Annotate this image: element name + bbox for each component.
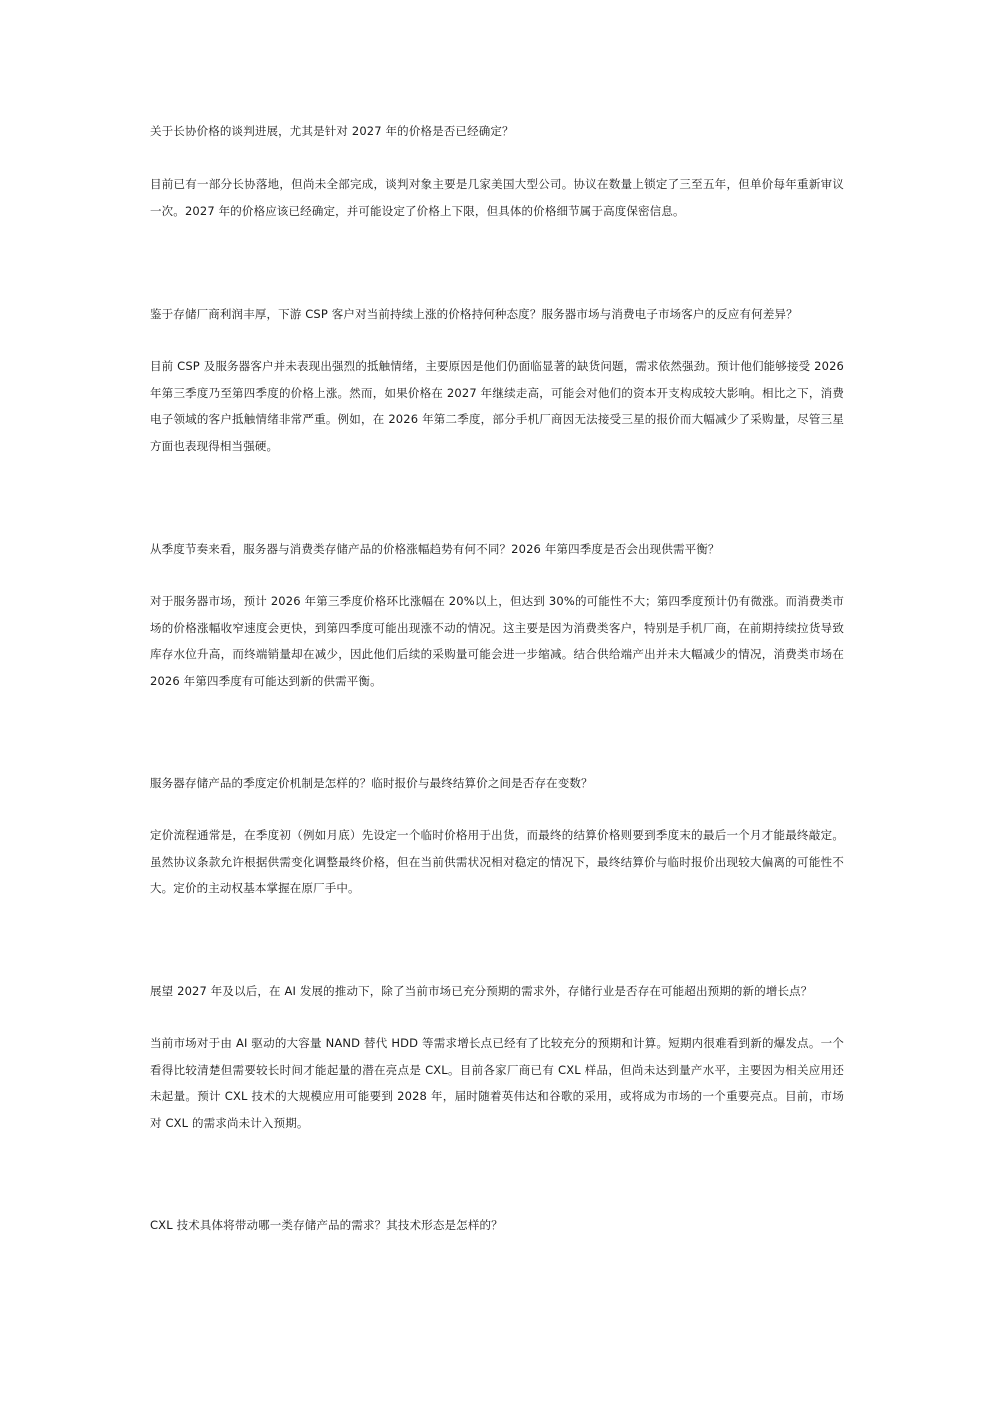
question-4: 服务器存储产品的季度定价机制是怎样的？临时报价与最终结算价之间是否存在变数？ (150, 776, 593, 790)
answer-2: 目前 CSP 及服务器客户并未表现出强烈的抵触情绪，主要原因是他们仍面临显著的缺货问题，需求依然强劲。预计他们能够接受 2026 年第三季度乃至第四季度的价格上涨。然而，如果价格在 2027 年继续走高，可能会对他们的资本开支构成较大影响。相比之下，消费电子领域的客户抵触情绪非常严重。例如，在 2026 年第二季度，部分手机厂商因无法接受三星的报价而大幅减少了采购量，尽管三星方面也表现得相当强硬。 (150, 359, 844, 453)
answer-3: 对于服务器市场，预计 2026 年第三季度价格环比涨幅在 20%以上，但达到 30%的可能性不大；第四季度预计仍有微涨。而消费类市场的价格涨幅收窄速度会更快，到第四季度可能出现涨不动的情况。这主要是因为消费类客户，特别是手机厂商，在前期持续拉货导致库存水位升高，而终端销量却在减少，因此他们后续的采购量可能会进一步缩减。结合供给端产出并未大幅减少的情况，消费类市场在 2026 年第四季度有可能达到新的供需平衡。 (150, 594, 844, 688)
question-2: 鉴于存储厂商利润丰厚，下游 CSP 客户对当前持续上涨的价格持何种态度？服务器市场与消费电子市场客户的反应有何差异？ (150, 307, 798, 321)
answer-1: 目前已有一部分长协落地，但尚未全部完成，谈判对象主要是几家美国大型公司。协议在数量上锁定了三至五年，但单价每年重新审议一次。2027 年的价格应该已经确定，并可能设定了价格上下限，但具体的价格细节属于高度保密信息。 (150, 177, 844, 218)
answer-5: 当前市场对于由 AI 驱动的大容量 NAND 替代 HDD 等需求增长点已经有了比较充分的预期和计算。短期内很难看到新的爆发点。一个看得比较清楚但需要较长时间才能起量的潜在亮点是 CXL。目前各家厂商已有 CXL 样品，但尚未达到量产水平，主要因为相关应用还未起量。预计 CXL 技术的大规模应用可能要到 2028 年，届时随着英伟达和谷歌的采用，或将成为市场的一个重要亮点。目前，市场对 CXL 的需求尚未计入预期。 (150, 1036, 844, 1130)
question-3: 从季度节奏来看，服务器与消费类存储产品的价格涨幅趋势有何不同？2026 年第四季度是否会出现供需平衡？ (150, 542, 720, 556)
answer-4: 定价流程通常是，在季度初（例如月底）先设定一个临时价格用于出货，而最终的结算价格则要到季度末的最后一个月才能最终敲定。虽然协议条款允许根据供需变化调整最终价格，但在当前供需状况相对稳定的情况下，最终结算价与临时报价出现较大偏离的可能性不大。定价的主动权基本掌握在原厂手中。 (150, 828, 844, 895)
question-6: CXL 技术具体将带动哪一类存储产品的需求？其技术形态是怎样的？ (150, 1218, 503, 1232)
question-1: 关于长协价格的谈判进展，尤其是针对 2027 年的价格是否已经确定？ (150, 124, 514, 138)
question-5: 展望 2027 年及以后，在 AI 发展的推动下，除了当前市场已充分预期的需求外，存储行业是否存在可能超出预期的新的增长点？ (150, 984, 813, 998)
